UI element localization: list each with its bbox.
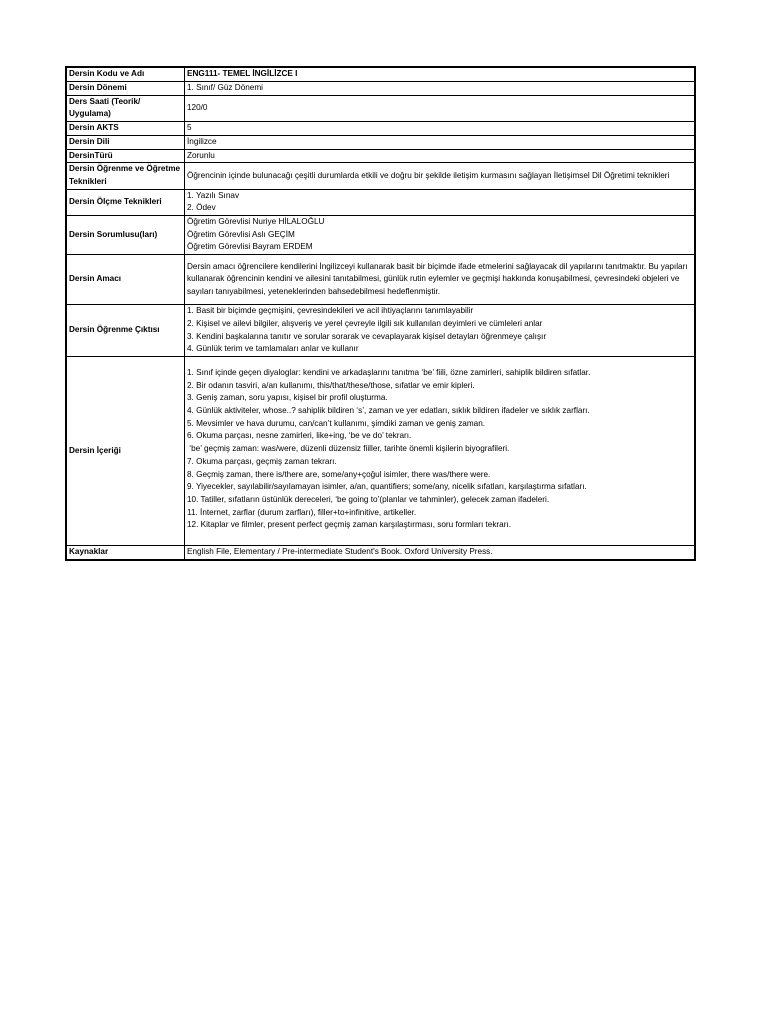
outcome-item: 4. Günlük terim ve tamlamaları anlar ve kullanır [187, 344, 359, 354]
row-course-code [66, 67, 695, 81]
label-content: Dersin İçeriği [66, 356, 185, 545]
row-type [66, 149, 695, 163]
label-instructors: Dersin Sorumlusu(ları) [66, 216, 185, 255]
syllabus-table [65, 66, 696, 561]
objective-text: Dersin amacı öğrencilere kendilerini İngilizceyi kullanarak basit bir biçimde ifade etmelerini sağlayacak dil yapılarını tanıtmaktır. Bu yapıları kullanarak öğrencinin kendini ve ailesini tanıtabilmesi, günlük rutin eylemler ve geçmişi hakkında konuşabilmesi, çevresindeki objeleri ve sayıları tanıyabilmesi, yeteneklerinden bahsedebilmesi hedeflenmiştir. [187, 261, 688, 296]
label-type: DersinTürü [66, 149, 185, 163]
content-item: 7. Okuma parçası, geçmiş zaman tekrarı. [187, 456, 337, 466]
content-item: ‘be’ geçmiş zaman: was/were, düzenli düzensiz fiiller, tarihte önemli kişilerin biyografileri. [187, 444, 510, 454]
value-course-code: ENG111- TEMEL İNGİLİZCE I [185, 67, 696, 81]
value-objective [185, 255, 696, 305]
outcome-item: 1. Basit bir biçimde geçmişini, çevresindekileri ve acil ihtiyaçlarını tanımlayabilir [187, 306, 474, 316]
content-item: 2. Bir odanın tasviri, a/an kullanımı, this/that/these/those, sıfatlar ve emir kipleri. [187, 380, 475, 390]
row-resources [66, 546, 695, 560]
value-semester: 1. Sınıf/ Güz Dönemi [185, 81, 696, 95]
value-type: Zorunlu [185, 149, 696, 163]
label-outcomes: Dersin Öğrenme Çıktısı [66, 305, 185, 357]
content-item: 5. Mevsimler ve hava durumu, can/can’t kullanımı, şimdiki zaman ve geniş zaman. [187, 418, 486, 428]
value-assessment [185, 189, 696, 215]
outcome-item: 2. Kişisel ve ailevi bilgiler, alışveriş ve yerel çevreyle ilgili sık kullanılan deyimleri ve cümleleri anlar [187, 318, 543, 328]
label-teaching-techniques: Dersin Öğrenme ve Öğretme Teknikleri [66, 163, 185, 189]
content-item: 3. Geniş zaman, soru yapısı, kişisel bir profil oluşturma. [187, 393, 388, 403]
content-item: 11. İnternet, zarflar (durum zarfları), filler+to+infinitive, artikeller. [187, 507, 417, 517]
value-resources: English File, Elementary / Pre-intermediate Student's Book. Oxford University Press. [185, 546, 696, 560]
content-item: 1. Sınıf içinde geçen diyaloglar: kendini ve arkadaşlarını tanıtma ‘be’ fiili, özne zamirleri, sahiplik bildiren sıfatlar. [187, 367, 591, 377]
label-resources: Kaynaklar [66, 546, 185, 560]
value-instructors [185, 216, 696, 255]
instructor-name: Öğretim Görevlisi Nuriye HİLALOĞLU [187, 217, 325, 227]
label-course-code: Dersin Kodu ve Adı [66, 67, 185, 81]
row-assessment [66, 189, 695, 215]
content-item: 10. Tatiller, sıfatların üstünlük dereceleri, ‘be going to’(planlar ve tahminler), gelecek zaman ifadeleri. [187, 494, 550, 504]
value-teaching-techniques: Öğrencinin içinde bulunacağı çeşitli durumlarda etkili ve doğru bir şekilde iletişim kurmasını sağlayan İletişimsel Dil Öğretimi teknikleri [185, 163, 696, 189]
assessment-item: 2. Ödev [187, 203, 216, 213]
page-rule [66, 548, 67, 560]
row-content [66, 356, 695, 545]
label-ects: Dersin AKTS [66, 122, 185, 136]
value-ects: 5 [185, 122, 696, 136]
row-teaching-techniques [66, 163, 695, 189]
row-semester [66, 81, 695, 95]
label-semester: Dersin Dönemi [66, 81, 185, 95]
row-outcomes [66, 305, 695, 357]
value-language: İngilizce [185, 135, 696, 149]
row-language [66, 135, 695, 149]
assessment-item: 1. Yazılı Sınav [187, 190, 240, 200]
content-item: 6. Okuma parçası, nesne zamirleri, like+ing, ‘be ve do’ tekrarı. [187, 431, 412, 441]
row-objective [66, 255, 695, 305]
label-language: Dersin Dili [66, 135, 185, 149]
label-hours: Ders Saati (Teorik/ Uygulama) [66, 95, 185, 121]
value-content [185, 356, 696, 545]
row-ects [66, 122, 695, 136]
content-item: 4. Günlük aktiviteler, whose..? sahiplik bildiren ‘s’, zaman ve yer edatları, sıklık bildiren ifadeler ve sıklık zarfları. [187, 406, 590, 416]
instructor-name: Öğretim Görevlisi Aslı GEÇİM [187, 229, 295, 239]
content-list [187, 357, 692, 545]
value-hours: 120/0 [185, 95, 696, 121]
content-item: 12. Kitaplar ve filmler, present perfect geçmiş zaman karşılaştırması, soru formları tekrarı. [187, 520, 511, 530]
row-hours [66, 95, 695, 121]
label-assessment: Dersin Ölçme Teknikleri [66, 189, 185, 215]
value-outcomes [185, 305, 696, 357]
content-item: 8. Geçmiş zaman, there is/there are, some/any+çoğul isimler, there was/there were. [187, 469, 491, 479]
label-objective: Dersin Amacı [66, 255, 185, 305]
outcome-item: 3. Kendini başkalarına tanıtır ve sorular sorarak ve cevaplayarak kişisel detayları öğrenmeye çalışır [187, 331, 547, 341]
row-instructors [66, 216, 695, 255]
instructor-name: Öğretim Görevlisi Bayram ERDEM [187, 242, 313, 252]
content-item: 9. Yiyecekler, sayılabilir/sayılamayan isimler, a/an, quantifiers; some/any, nicelik sıfatları, karşılaştırma sıfatları. [187, 482, 587, 492]
